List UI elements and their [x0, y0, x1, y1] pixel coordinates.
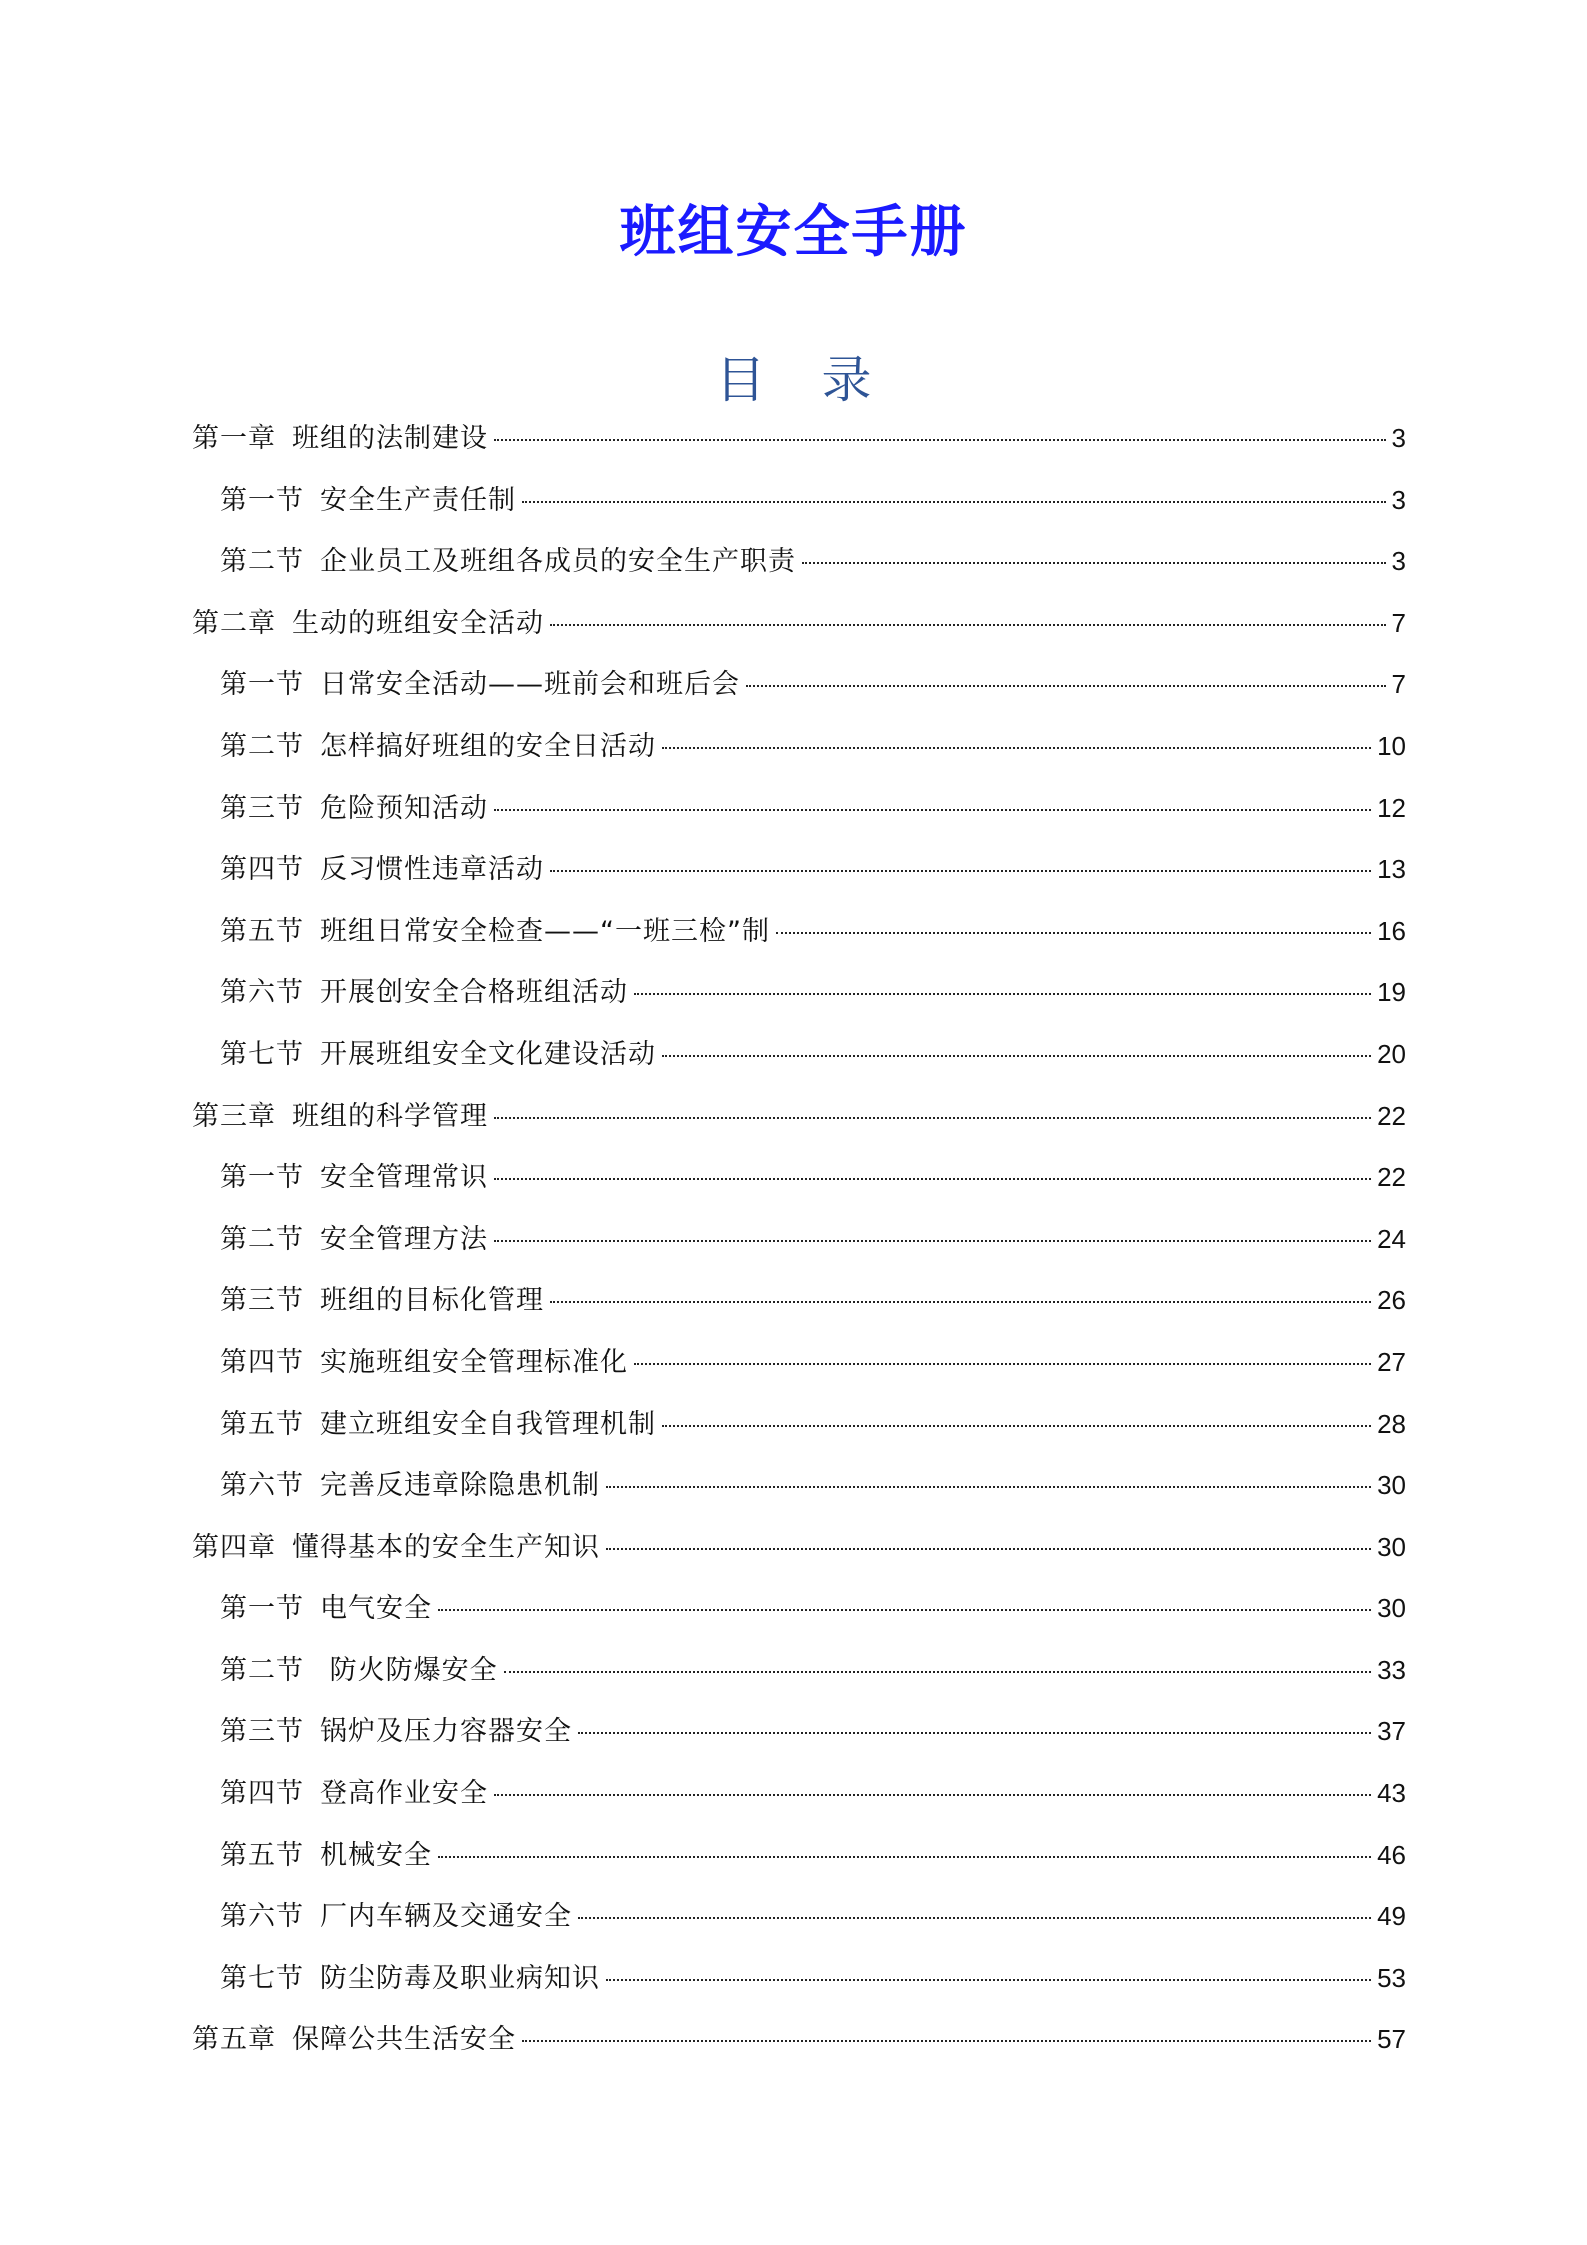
toc-section-entry[interactable] — [192, 1948, 1406, 2010]
toc-dot-leader — [438, 1609, 1371, 1611]
toc-entry-number: 第六节 — [220, 977, 304, 1009]
toc-entry-page-number: 33 — [1377, 1654, 1406, 1685]
toc-dot-leader — [606, 1548, 1371, 1550]
toc-entry-title: 生动的班组安全活动 — [292, 607, 544, 639]
toc-entry-number: 第五节 — [220, 1839, 304, 1871]
toc-dot-leader — [746, 685, 1386, 687]
toc-section-entry[interactable] — [192, 1209, 1406, 1271]
toc-entry-page-number: 28 — [1377, 1408, 1406, 1439]
toc-section-entry[interactable] — [192, 1701, 1406, 1763]
toc-dot-leader — [578, 1917, 1371, 1919]
toc-entry-number: 第一节 — [220, 1593, 304, 1625]
toc-entry-title: 开展创安全合格班组活动 — [320, 977, 628, 1009]
toc-section-entry[interactable] — [192, 901, 1406, 963]
toc-chapter-entry[interactable] — [192, 408, 1406, 470]
toc-entry-page-number: 7 — [1391, 669, 1406, 700]
toc-section-entry[interactable] — [192, 1332, 1406, 1394]
toc-entry-number: 第二节 — [220, 1654, 304, 1686]
toc-entry-title: 安全管理常识 — [320, 1162, 488, 1194]
toc-section-entry[interactable] — [192, 470, 1406, 532]
toc-entry-title: 班组日常安全检查——“一班三检”制 — [320, 915, 770, 947]
toc-entry-number: 第四节 — [220, 1778, 304, 1810]
toc-entry-title: 防尘防毒及职业病知识 — [320, 1962, 600, 1994]
toc-entry-title: 懂得基本的安全生产知识 — [292, 1531, 600, 1563]
toc-entry-number: 第二章 — [192, 607, 276, 639]
toc-section-entry[interactable] — [192, 778, 1406, 840]
toc-entry-page-number: 30 — [1377, 1470, 1406, 1501]
toc-dot-leader — [522, 2040, 1371, 2042]
toc-entry-page-number: 3 — [1391, 546, 1406, 577]
toc-entry-page-number: 27 — [1377, 1346, 1406, 1377]
toc-entry-number: 第四章 — [192, 1531, 276, 1563]
toc-dot-leader — [494, 1794, 1371, 1796]
toc-dot-leader — [634, 1363, 1371, 1365]
toc-entry-title: 锅炉及压力容器安全 — [320, 1716, 572, 1748]
toc-section-entry[interactable] — [192, 654, 1406, 716]
table-of-contents — [192, 408, 1406, 2071]
toc-dot-leader — [802, 562, 1386, 564]
toc-section-entry[interactable] — [192, 1024, 1406, 1086]
toc-dot-leader — [522, 501, 1386, 503]
toc-entry-page-number: 22 — [1377, 1162, 1406, 1193]
toc-entry-number: 第六节 — [220, 1901, 304, 1933]
toc-entry-number: 第一节 — [220, 669, 304, 701]
toc-dot-leader — [662, 1055, 1371, 1057]
toc-dot-leader — [494, 1240, 1371, 1242]
toc-entry-title: 怎样搞好班组的安全日活动 — [320, 730, 656, 762]
toc-entry-page-number: 30 — [1377, 1593, 1406, 1624]
toc-entry-number: 第二节 — [220, 546, 304, 578]
toc-dot-leader — [494, 439, 1386, 441]
toc-entry-page-number: 43 — [1377, 1778, 1406, 1809]
toc-dot-leader — [494, 1117, 1371, 1119]
toc-section-entry[interactable] — [192, 1825, 1406, 1887]
toc-entry-title: 电气安全 — [320, 1593, 432, 1625]
toc-section-entry[interactable] — [192, 1270, 1406, 1332]
toc-entry-title: 建立班组安全自我管理机制 — [320, 1408, 656, 1440]
toc-entry-number: 第七节 — [220, 1038, 304, 1070]
toc-dot-leader — [494, 1178, 1371, 1180]
toc-chapter-entry[interactable] — [192, 1086, 1406, 1148]
toc-entry-number: 第二节 — [220, 730, 304, 762]
toc-entry-number: 第五章 — [192, 2024, 276, 2056]
toc-dot-leader — [494, 809, 1371, 811]
toc-entry-title: 厂内车辆及交通安全 — [320, 1901, 572, 1933]
toc-entry-page-number: 3 — [1391, 423, 1406, 453]
toc-section-entry[interactable] — [192, 839, 1406, 901]
toc-dot-leader — [662, 747, 1371, 749]
toc-entry-number: 第二节 — [220, 1223, 304, 1255]
toc-chapter-entry[interactable] — [192, 2009, 1406, 2071]
toc-entry-number: 第三节 — [220, 1716, 304, 1748]
toc-section-entry[interactable] — [192, 1578, 1406, 1640]
toc-entry-number: 第三节 — [220, 1285, 304, 1317]
toc-entry-number: 第六节 — [220, 1470, 304, 1502]
toc-dot-leader — [550, 624, 1386, 626]
toc-dot-leader — [578, 1732, 1371, 1734]
toc-section-entry[interactable] — [192, 1640, 1406, 1702]
toc-entry-number: 第三节 — [220, 792, 304, 824]
toc-entry-page-number: 19 — [1377, 977, 1406, 1008]
toc-dot-leader — [438, 1856, 1371, 1858]
toc-entry-page-number: 26 — [1377, 1285, 1406, 1316]
toc-entry-number: 第一节 — [220, 1162, 304, 1194]
toc-entry-title: 企业员工及班组各成员的安全生产职责 — [320, 546, 796, 578]
toc-section-entry[interactable] — [192, 531, 1406, 593]
toc-entry-title: 开展班组安全文化建设活动 — [320, 1038, 656, 1070]
toc-entry-page-number: 16 — [1377, 915, 1406, 946]
toc-entry-page-number: 13 — [1377, 854, 1406, 885]
toc-entry-page-number: 24 — [1377, 1223, 1406, 1254]
toc-entry-number: 第四节 — [220, 1346, 304, 1378]
toc-entry-page-number: 49 — [1377, 1901, 1406, 1932]
toc-dot-leader — [504, 1671, 1371, 1673]
toc-entry-page-number: 57 — [1377, 2024, 1406, 2055]
toc-entry-title: 安全管理方法 — [320, 1223, 488, 1255]
toc-dot-leader — [776, 932, 1371, 934]
toc-section-entry[interactable] — [192, 1147, 1406, 1209]
document-title: 班组安全手册 — [619, 199, 968, 265]
toc-entry-number: 第三章 — [192, 1100, 276, 1132]
toc-entry-title: 安全生产责任制 — [320, 484, 516, 516]
toc-heading: 目 录 — [715, 351, 872, 409]
toc-entry-title: 反习惯性违章活动 — [320, 854, 544, 886]
toc-entry-page-number: 20 — [1377, 1038, 1406, 1069]
toc-dot-leader — [606, 1486, 1371, 1488]
toc-entry-number: 第五节 — [220, 1408, 304, 1440]
toc-entry-title: 实施班组安全管理标准化 — [320, 1346, 628, 1378]
toc-entry-number: 第一章 — [192, 423, 276, 454]
toc-entry-title: 完善反违章除隐患机制 — [320, 1470, 600, 1502]
toc-entry-title: 机械安全 — [320, 1839, 432, 1871]
toc-entry-title: 保障公共生活安全 — [292, 2024, 516, 2056]
toc-dot-leader — [550, 870, 1371, 872]
toc-dot-leader — [662, 1425, 1371, 1427]
toc-section-entry[interactable] — [192, 1763, 1406, 1825]
toc-entry-page-number: 37 — [1377, 1716, 1406, 1747]
toc-chapter-entry[interactable] — [192, 1517, 1406, 1579]
toc-section-entry[interactable] — [192, 1455, 1406, 1517]
toc-section-entry[interactable] — [192, 1394, 1406, 1456]
toc-entry-title: 登高作业安全 — [320, 1778, 488, 1810]
toc-entry-page-number: 10 — [1377, 730, 1406, 761]
toc-entry-page-number: 22 — [1377, 1100, 1406, 1131]
toc-dot-leader — [550, 1301, 1371, 1303]
toc-entry-title: 防火防爆安全 — [320, 1654, 498, 1686]
toc-entry-title: 班组的科学管理 — [292, 1100, 488, 1132]
toc-chapter-entry[interactable] — [192, 593, 1406, 655]
toc-dot-leader — [606, 1979, 1371, 1981]
toc-entry-title: 班组的目标化管理 — [320, 1285, 544, 1317]
toc-section-entry[interactable] — [192, 1886, 1406, 1948]
toc-entry-title: 班组的法制建设 — [292, 423, 488, 454]
toc-entry-number: 第一节 — [220, 484, 304, 516]
toc-entry-page-number: 12 — [1377, 792, 1406, 823]
toc-section-entry[interactable] — [192, 962, 1406, 1024]
toc-entry-page-number: 7 — [1391, 607, 1406, 638]
toc-entry-page-number: 30 — [1377, 1531, 1406, 1562]
toc-entry-number: 第四节 — [220, 854, 304, 886]
toc-entry-page-number: 46 — [1377, 1839, 1406, 1870]
toc-entry-title: 日常安全活动——班前会和班后会 — [320, 669, 740, 701]
toc-entry-page-number: 3 — [1391, 484, 1406, 515]
toc-entry-number: 第七节 — [220, 1962, 304, 1994]
toc-dot-leader — [634, 993, 1371, 995]
toc-entry-number: 第五节 — [220, 915, 304, 947]
toc-entry-page-number: 53 — [1377, 1962, 1406, 1993]
toc-entry-title: 危险预知活动 — [320, 792, 488, 824]
toc-section-entry[interactable] — [192, 716, 1406, 778]
